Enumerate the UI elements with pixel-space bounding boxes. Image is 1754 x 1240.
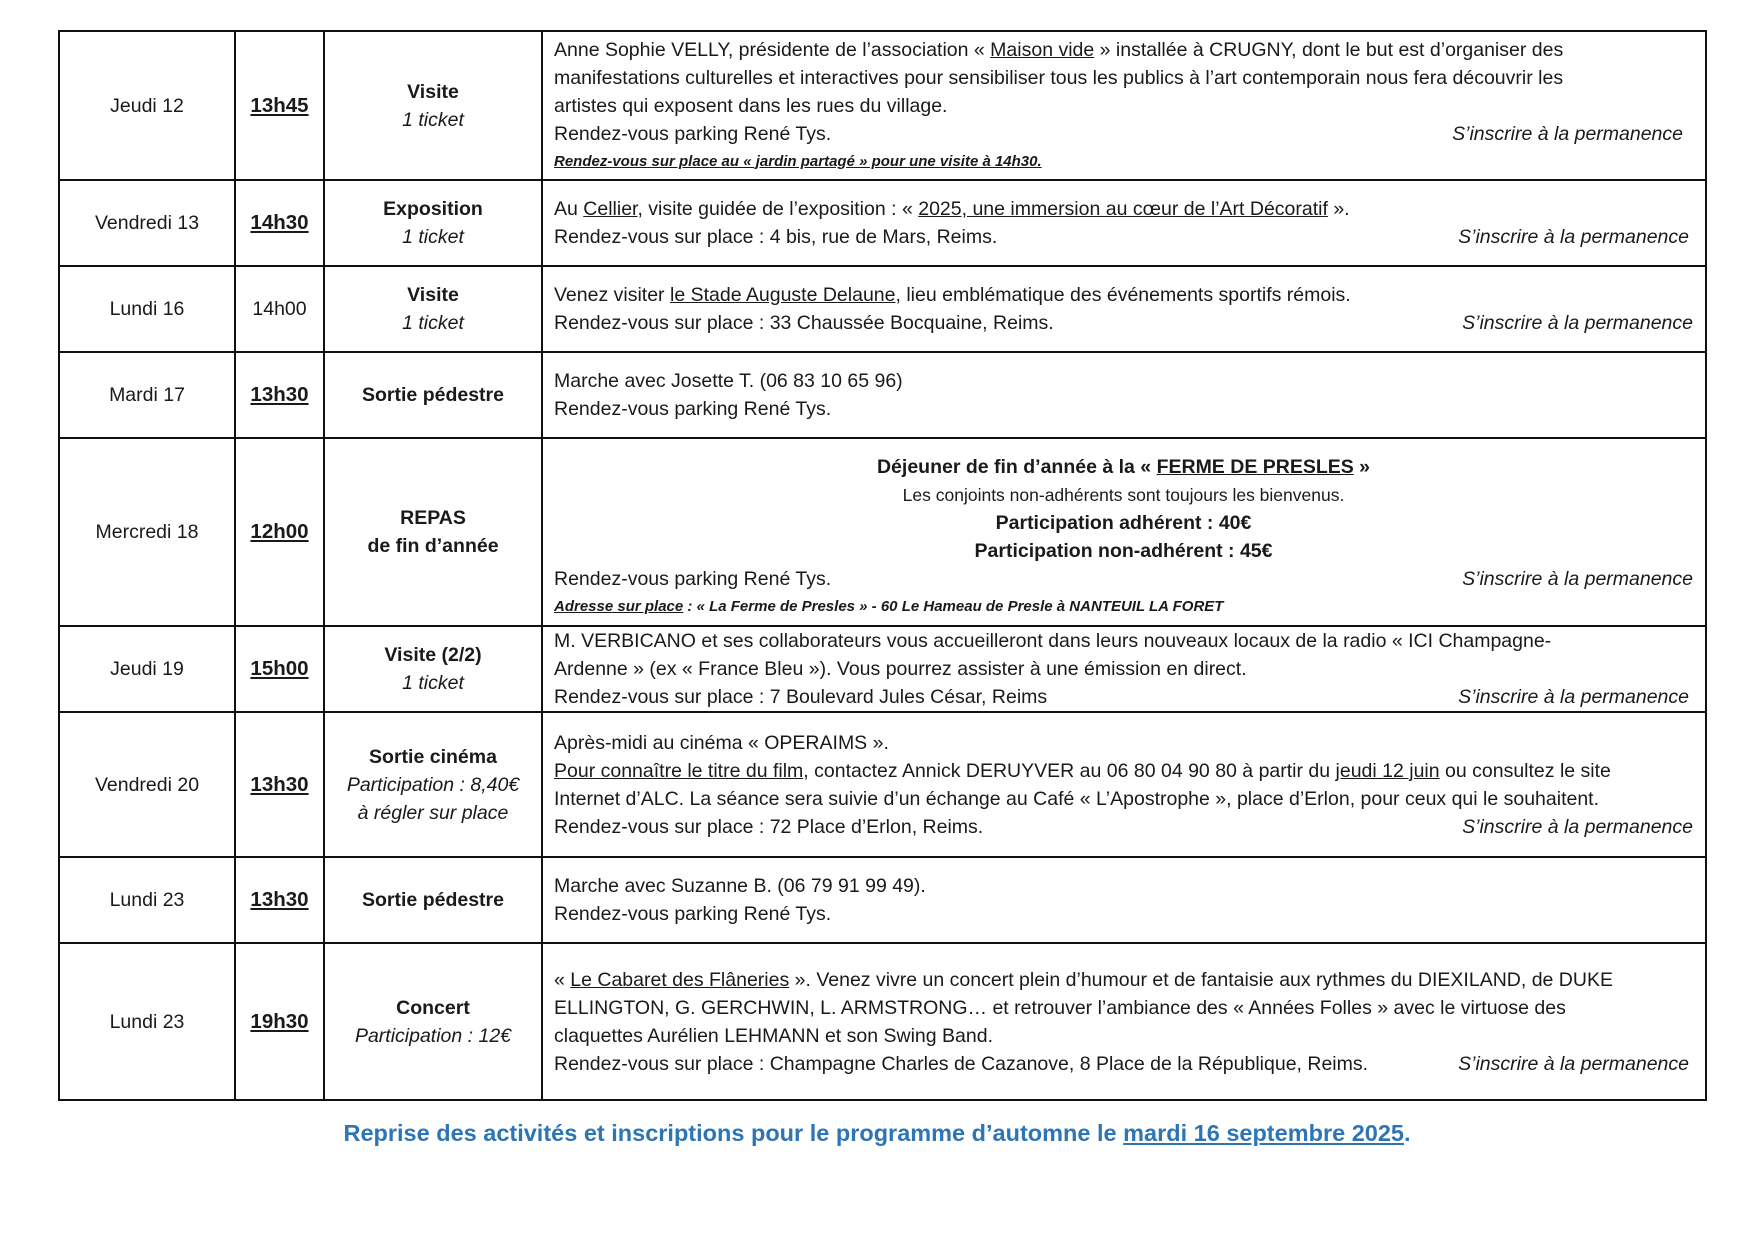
day-cell: Lundi 16 <box>59 266 235 352</box>
time-value: 14h30 <box>250 211 309 234</box>
day-cell: Jeudi 19 <box>59 626 235 712</box>
activity-type-cell <box>324 352 542 438</box>
activity-type-cell <box>324 180 542 266</box>
activity-subtype: 1 ticket <box>402 226 464 248</box>
maison-vide-link[interactable]: Maison vide <box>990 38 1095 61</box>
activity-subtype-line2: à régler sur place <box>357 801 509 824</box>
inscription-note: S’inscrire à la permanence <box>1452 122 1683 145</box>
description-line: Après-midi au cinéma « OPERAIMS ». <box>554 731 889 754</box>
activity-subtype: Participation : 8,40€ <box>346 773 520 796</box>
table-row <box>59 352 1706 438</box>
table-row <box>59 180 1706 266</box>
description-cell <box>542 438 1706 626</box>
day-cell: Mardi 17 <box>59 352 235 438</box>
description-cell <box>542 31 1706 180</box>
schedule-table <box>58 30 1707 1101</box>
film-title-link[interactable]: Pour connaître le titre du film <box>554 759 804 782</box>
time-cell <box>235 31 324 180</box>
inscription-note: S’inscrire à la permanence <box>1462 815 1693 838</box>
table-row <box>59 943 1706 1100</box>
description-line: Pour connaître le titre du film, contactez Annick DERUYVER au 06 80 04 90 80 à partir du jeudi 12 juin ou consultez le site <box>554 759 1611 782</box>
description-line: Rendez-vous parking René Tys. S’inscrire à la permanence <box>554 120 1693 148</box>
activity-type: Sortie cinéma <box>369 745 497 768</box>
table-row <box>59 31 1706 180</box>
day-cell: Vendredi 13 <box>59 180 235 266</box>
description-line: Au Cellier, visite guidée de l’exposition : « 2025, une immersion au cœur de l’Art Décoratif ». <box>554 198 1350 220</box>
description-line: artistes qui exposent dans les rues du village. <box>554 94 948 117</box>
table-row <box>59 626 1706 712</box>
description-line: Rendez-vous parking René Tys. <box>554 398 832 420</box>
activity-type: Visite <box>407 284 459 306</box>
activity-type: REPAS <box>400 507 466 529</box>
activity-type-cell <box>324 626 542 712</box>
description-line: Venez visiter le Stade Auguste Delaune, lieu emblématique des événements sportifs rémois. <box>554 284 1351 306</box>
description-line: Internet d’ALC. La séance sera suivie d’un échange au Café « L’Apostrophe », place d’Erlon, pour ceux qui le souhaitent. <box>554 787 1600 810</box>
inscription-note: S’inscrire à la permanence <box>1458 1052 1689 1075</box>
description-line: M. VERBICANO et ses collaborateurs vous accueilleront dans leurs nouveaux locaux de la radio « ICI Champagne- <box>554 630 1552 652</box>
activity-type: Sortie pédestre <box>362 889 504 911</box>
cellier-link[interactable]: Cellier <box>583 198 638 220</box>
time-value: 13h30 <box>250 383 309 406</box>
address-note: Adresse sur place : « La Ferme de Presles » - 60 Le Hameau de Presle à NANTEUIL LA FORET <box>554 598 1224 615</box>
table-row <box>59 857 1706 943</box>
day-cell: Mercredi 18 <box>59 438 235 626</box>
meal-title: Déjeuner de fin d’année à la « FERME DE PRESLES » <box>876 456 1371 478</box>
inscription-note: S’inscrire à la permanence <box>1462 568 1693 590</box>
description-line: Marche avec Josette T. (06 83 10 65 96) <box>554 370 903 392</box>
activity-type-cell <box>324 266 542 352</box>
price-non-adherent: Participation non-adhérent : 45€ <box>974 540 1273 562</box>
description-cell <box>542 626 1706 712</box>
date-link[interactable]: jeudi 12 juin <box>1335 759 1440 782</box>
activity-subtype: Participation : 12€ <box>354 1024 512 1047</box>
activity-type-cell <box>324 712 542 857</box>
time-cell <box>235 180 324 266</box>
day-cell: Lundi 23 <box>59 857 235 943</box>
time-cell <box>235 943 324 1100</box>
day-cell: Jeudi 12 <box>59 31 235 180</box>
activity-type: Sortie pédestre <box>362 384 504 406</box>
activity-subtype: 1 ticket <box>402 672 464 694</box>
cabaret-link[interactable]: Le Cabaret des Flâneries <box>570 968 790 991</box>
description-line: Rendez-vous sur place : 7 Boulevard Jules César, Reims S’inscrire à la permanence <box>554 683 1693 711</box>
activity-subtype: 1 ticket <box>402 108 464 131</box>
time-cell: 14h00 <box>235 266 324 352</box>
day-cell: Lundi 23 <box>59 943 235 1100</box>
description-line: Ardenne » (ex « France Bleu »). Vous pourrez assister à une émission en direct. <box>554 658 1247 680</box>
footer-date-link[interactable]: mardi 16 septembre 2025 <box>1123 1120 1404 1146</box>
time-cell <box>235 857 324 943</box>
stade-link[interactable]: le Stade Auguste Delaune <box>669 284 896 306</box>
time-value: 13h30 <box>250 888 309 911</box>
time-cell <box>235 352 324 438</box>
time-cell <box>235 438 324 626</box>
table-row <box>59 712 1706 857</box>
description-cell <box>542 857 1706 943</box>
activity-type: Exposition <box>383 198 483 220</box>
activity-type-cell <box>324 943 542 1100</box>
price-adherent: Participation adhérent : 40€ <box>995 512 1252 534</box>
time-value: 19h30 <box>250 1009 309 1033</box>
description-line: Rendez-vous sur place : Champagne Charles de Cazanove, 8 Place de la République, Reims. S’inscrire à la permanence <box>554 1050 1693 1078</box>
time-value: 13h45 <box>250 93 309 117</box>
meeting-note: Rendez-vous sur place au « jardin partagé » pour une visite à 14h30. <box>554 152 1042 170</box>
exposition-link[interactable]: 2025, une immersion au cœur de l’Art Décoratif <box>918 198 1328 220</box>
activity-type: Visite (2/2) <box>384 644 482 666</box>
description-cell <box>542 352 1706 438</box>
activity-type-line2: de fin d’année <box>367 535 499 557</box>
description-line: manifestations culturelles et interactives pour sensibiliser tous les publics à l’art contemporain nous fera découvrir les <box>554 66 1564 89</box>
description-line: Rendez-vous parking René Tys. S’inscrire à la permanence <box>554 565 1693 593</box>
activity-type: Visite <box>407 80 459 103</box>
footer-announcement: Reprise des activités et inscriptions pour le programme d’automne le mardi 16 septembre 2025. <box>343 1120 1411 1146</box>
description-cell <box>542 943 1706 1100</box>
day-cell: Vendredi 20 <box>59 712 235 857</box>
inscription-note: S’inscrire à la permanence <box>1462 312 1693 334</box>
description-cell <box>542 712 1706 857</box>
inscription-note: S’inscrire à la permanence <box>1458 226 1689 248</box>
description-line: « Le Cabaret des Flâneries ». Venez vivre un concert plein d’humour et de fantaisie aux rythmes du DIEXILAND, de DUKE <box>554 968 1613 991</box>
activity-type: Concert <box>396 996 470 1019</box>
table-row <box>59 266 1706 352</box>
activity-type-cell <box>324 438 542 626</box>
description-line: Rendez-vous sur place : 33 Chaussée Bocquaine, Reims. S’inscrire à la permanence <box>554 309 1693 337</box>
time-value: 13h30 <box>250 772 309 796</box>
description-cell <box>542 266 1706 352</box>
description-line: Rendez-vous parking René Tys. <box>554 903 832 925</box>
ferme-link[interactable]: FERME DE PRESLES <box>1156 456 1354 478</box>
meal-subtitle: Les conjoints non-adhérents sont toujours les bienvenus. <box>902 485 1345 505</box>
time-value: 15h00 <box>250 657 309 680</box>
inscription-note: S’inscrire à la permanence <box>1458 686 1689 708</box>
time-cell <box>235 712 324 857</box>
description-line: claquettes Aurélien LEHMANN et son Swing Band. <box>554 1024 993 1047</box>
activity-type-cell <box>324 857 542 943</box>
time-cell <box>235 626 324 712</box>
description-line: ELLINGTON, G. GERCHWIN, L. ARMSTRONG… et retrouver l’ambiance des « Années Folles » avec le virtuose des <box>554 996 1566 1019</box>
table-row <box>59 438 1706 626</box>
description-line: Anne Sophie VELLY, présidente de l’association « Maison vide » installée à CRUGNY, dont le but est d’organiser des <box>554 38 1564 61</box>
activity-type-cell <box>324 31 542 180</box>
description-line: Marche avec Suzanne B. (06 79 91 99 49). <box>554 875 926 897</box>
description-line: Rendez-vous sur place : 72 Place d’Erlon, Reims. S’inscrire à la permanence <box>554 813 1693 841</box>
description-line: Rendez-vous sur place : 4 bis, rue de Mars, Reims. S’inscrire à la permanence <box>554 223 1693 251</box>
description-cell <box>542 180 1706 266</box>
activity-subtype: 1 ticket <box>402 312 464 334</box>
time-value: 12h00 <box>250 520 309 543</box>
